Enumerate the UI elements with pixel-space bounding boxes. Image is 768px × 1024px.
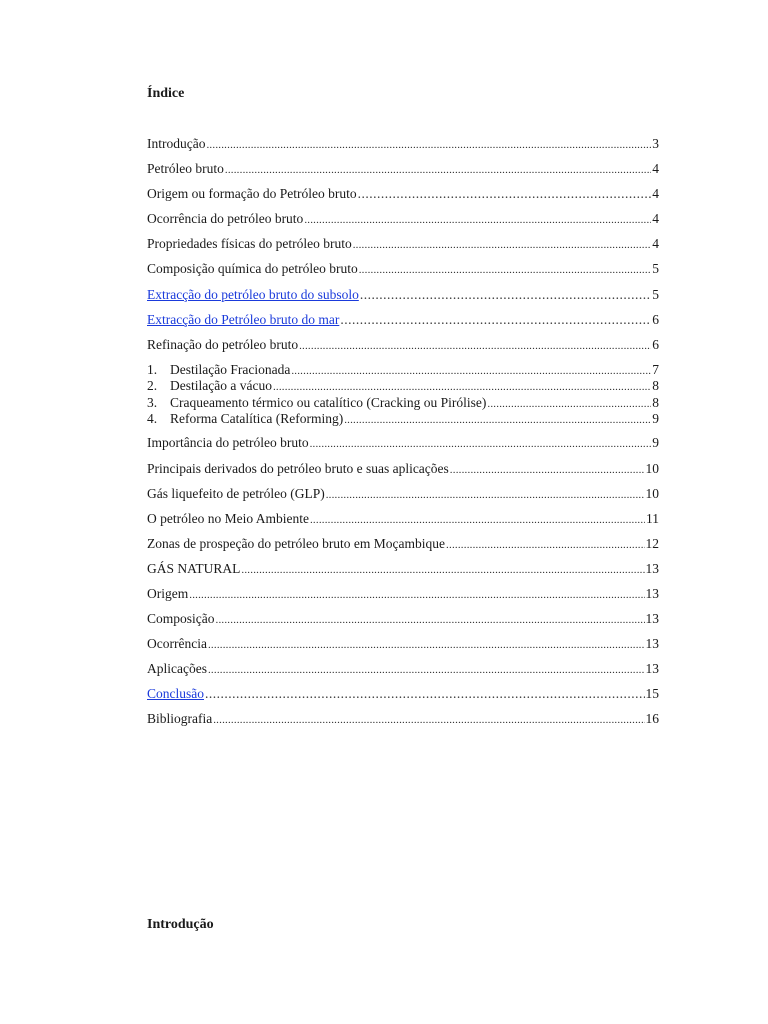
toc-entry-extraccao-do-petroleo-bruto-do-subsolo[interactable] [147, 286, 659, 311]
dot-leader [241, 561, 644, 579]
toc-entry-page-number: 5 [652, 261, 659, 277]
toc-entry-page-number: 3 [652, 136, 659, 151]
dot-leader [340, 311, 651, 329]
toc-entry-page-number: 9 [652, 435, 659, 451]
toc-entry-label: Propriedades físicas do petróleo bruto [147, 236, 352, 252]
toc-entry-page-number: 4 [652, 161, 659, 177]
dot-leader [291, 362, 651, 377]
toc-entry-introducao [147, 135, 659, 160]
toc-entry-page-number: 13 [645, 611, 659, 627]
toc-entry-page-number: 4 [652, 211, 659, 227]
dot-leader [273, 378, 651, 393]
toc-entry-label: Origem [147, 585, 189, 601]
toc-entry-composicao-quimica-do-petroleo-bruto [147, 260, 659, 285]
toc-entry-page-number: 4 [652, 236, 659, 252]
toc-entry-origem-ou-formacao-do-petroleo-bruto [147, 185, 659, 210]
table-of-contents [147, 135, 659, 736]
toc-entry-label: Ocorrência [147, 636, 207, 652]
toc-entry-zonas-de-prospecao-do-petroleo-bruto-em-mocambique [147, 535, 659, 560]
dot-leader [358, 185, 652, 203]
dot-leader [208, 661, 645, 679]
toc-entry-number: 4. [147, 411, 158, 427]
toc-entry-refinacao-do-petroleo-bruto [147, 336, 659, 361]
toc-entry-page-number: 15 [645, 686, 659, 702]
toc-entry-label: O petróleo no Meio Ambiente [147, 510, 309, 526]
dot-leader [213, 711, 644, 729]
toc-entry-importancia-do-petroleo-bruto [147, 434, 659, 459]
dot-leader [360, 286, 651, 304]
toc-entry-link[interactable]: Conclusão [147, 686, 204, 702]
toc-entry-label: Bibliografia [147, 711, 213, 727]
toc-entry-page-number: 16 [645, 711, 659, 727]
toc-entry-page-number: 13 [645, 636, 659, 652]
toc-entry-label: Refinação do petróleo bruto [147, 336, 299, 352]
dot-leader [446, 536, 644, 554]
dot-leader [450, 461, 645, 479]
toc-entry-label: Destilação Fracionada [170, 361, 291, 377]
dot-leader [304, 211, 651, 229]
dot-leader [344, 411, 651, 426]
toc-entry-origem [147, 585, 659, 610]
toc-entry-label: Composição [147, 611, 215, 627]
toc-entry-link[interactable]: Extracção do Petróleo bruto do mar [147, 311, 340, 327]
toc-entry-page-number: 4 [652, 186, 659, 202]
toc-entry-ocorrencia [147, 635, 659, 660]
toc-entry-gas-natural [147, 560, 659, 585]
toc-entry-page-number: 9 [652, 411, 659, 427]
dot-leader [189, 586, 644, 604]
toc-entry-label: Origem ou formação do Petróleo bruto [147, 186, 357, 202]
dot-leader [310, 435, 652, 453]
toc-entry-bibliografia [147, 710, 659, 735]
toc-entry-page-number: 12 [645, 535, 659, 551]
toc-entry-destilacao-a-vacuo [147, 377, 659, 393]
toc-entry-label: Importância do petróleo bruto [147, 435, 309, 451]
dot-leader [208, 636, 645, 654]
toc-entry-label: Principais derivados do petróleo bruto e suas aplicações [147, 460, 449, 476]
dot-leader [216, 611, 645, 629]
toc-entry-aplicacoes [147, 660, 659, 685]
toc-entry-o-petroleo-no-meio-ambiente [147, 510, 659, 535]
toc-entry-principais-derivados-do-petroleo-bruto-e-suas-aplicacoes [147, 460, 659, 485]
toc-entry-label: Destilação a vácuo [170, 378, 272, 394]
toc-entry-craqueamento-termico-ou-catalitico-cracking-ou-pirolise [147, 394, 659, 410]
toc-entry-label: Composição química do petróleo bruto [147, 261, 358, 277]
toc-entry-label: Gás liquefeito de petróleo (GLP) [147, 485, 325, 501]
toc-entry-ocorrencia-do-petroleo-bruto [147, 210, 659, 235]
section-heading-introduction: Introdução [147, 917, 214, 932]
toc-entry-number: 3. [147, 394, 158, 410]
toc-entry-label: Craqueamento térmico ou catalítico (Cracking ou Pirólise) [170, 394, 487, 410]
toc-entry-page-number: 8 [652, 394, 659, 410]
dot-leader [359, 261, 652, 279]
dot-leader [353, 236, 652, 254]
toc-entry-page-number: 6 [652, 336, 659, 352]
toc-entry-page-number: 10 [645, 485, 659, 501]
toc-entry-label: Introdução [147, 136, 206, 151]
dot-leader [326, 486, 645, 504]
toc-entry-extraccao-do-petroleo-bruto-do-mar[interactable] [147, 311, 659, 336]
dot-leader [225, 161, 651, 179]
dot-leader [299, 337, 651, 355]
page-title: Índice [147, 86, 185, 101]
toc-entry-composicao [147, 610, 659, 635]
toc-entry-number: 1. [147, 361, 158, 377]
toc-entry-label: Petróleo bruto [147, 161, 224, 177]
toc-entry-link[interactable]: Extracção do petróleo bruto do subsolo [147, 286, 359, 302]
toc-entry-page-number: 6 [652, 311, 659, 327]
toc-entry-label: GÁS NATURAL [147, 560, 241, 576]
toc-entry-page-number: 10 [645, 460, 659, 476]
toc-entry-page-number: 8 [652, 378, 659, 394]
toc-entry-page-number: 13 [645, 661, 659, 677]
toc-entry-label: Ocorrência do petróleo bruto [147, 211, 304, 227]
toc-entry-label: Aplicações [147, 661, 207, 677]
toc-entry-page-number: 13 [645, 560, 659, 576]
toc-entry-label: Zonas de prospeção do petróleo bruto em Moçambique [147, 535, 446, 551]
toc-entry-reforma-catalitica-reforming [147, 410, 659, 426]
dot-leader [487, 395, 651, 410]
dot-leader [310, 511, 645, 529]
toc-entry-page-number: 7 [652, 361, 659, 377]
toc-entry-gas-liquefeito-de-petroleo-glp [147, 485, 659, 510]
toc-entry-propriedades-fisicas-do-petroleo-bruto [147, 235, 659, 260]
toc-entry-petroleo-bruto [147, 160, 659, 185]
toc-entry-conclusao[interactable] [147, 685, 659, 710]
toc-entry-page-number: 5 [652, 286, 659, 302]
toc-entry-page-number: 13 [645, 585, 659, 601]
dot-leader [205, 685, 645, 703]
toc-entry-label: Reforma Catalítica (Reforming) [170, 411, 344, 427]
toc-entry-destilacao-fracionada [147, 361, 659, 377]
toc-entry-page-number: 11 [646, 510, 659, 526]
dot-leader [206, 136, 651, 154]
toc-entry-number: 2. [147, 378, 158, 394]
